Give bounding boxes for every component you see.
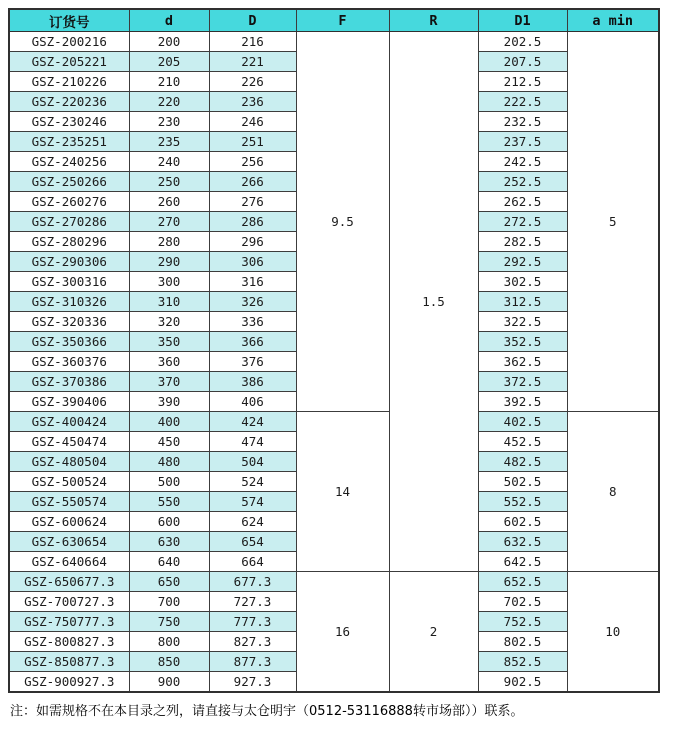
d1-cell: 452.5 xyxy=(478,432,567,452)
d-cell: 235 xyxy=(129,132,209,152)
d-cell: 260 xyxy=(129,192,209,212)
d1-cell: 502.5 xyxy=(478,472,567,492)
D-cell: 266 xyxy=(209,172,296,192)
D-cell: 827.3 xyxy=(209,632,296,652)
d-cell: 400 xyxy=(129,412,209,432)
order-code-cell: GSZ-350366 xyxy=(9,332,129,352)
order-code-cell: GSZ-650677.3 xyxy=(9,572,129,592)
D-cell: 524 xyxy=(209,472,296,492)
d-cell: 750 xyxy=(129,612,209,632)
table-row xyxy=(9,32,659,52)
d1-cell: 852.5 xyxy=(478,652,567,672)
order-code-cell: GSZ-290306 xyxy=(9,252,129,272)
D-cell: 366 xyxy=(209,332,296,352)
amin-merged-cell: 8 xyxy=(567,412,659,572)
d-cell: 630 xyxy=(129,532,209,552)
order-code-cell: GSZ-310326 xyxy=(9,292,129,312)
D-cell: 406 xyxy=(209,392,296,412)
order-code-cell: GSZ-220236 xyxy=(9,92,129,112)
d1-cell: 402.5 xyxy=(478,412,567,432)
d-cell: 220 xyxy=(129,92,209,112)
D-cell: 236 xyxy=(209,92,296,112)
D-cell: 624 xyxy=(209,512,296,532)
D-cell: 226 xyxy=(209,72,296,92)
order-code-cell: GSZ-300316 xyxy=(9,272,129,292)
d1-cell: 642.5 xyxy=(478,552,567,572)
d-cell: 270 xyxy=(129,212,209,232)
order-code-cell: GSZ-630654 xyxy=(9,532,129,552)
d-cell: 320 xyxy=(129,312,209,332)
amin-merged-cell: 10 xyxy=(567,572,659,693)
d-cell: 360 xyxy=(129,352,209,372)
order-code-cell: GSZ-500524 xyxy=(9,472,129,492)
D-cell: 386 xyxy=(209,372,296,392)
order-code-cell: GSZ-480504 xyxy=(9,452,129,472)
D-cell: 727.3 xyxy=(209,592,296,612)
D-cell: 316 xyxy=(209,272,296,292)
d-cell: 390 xyxy=(129,392,209,412)
D-cell: 424 xyxy=(209,412,296,432)
D-cell: 927.3 xyxy=(209,672,296,693)
table-row xyxy=(9,572,659,592)
order-code-cell: GSZ-210226 xyxy=(9,72,129,92)
f-merged-cell: 16 xyxy=(296,572,389,693)
d-cell: 250 xyxy=(129,172,209,192)
f-merged-cell: 14 xyxy=(296,412,389,572)
d-cell: 310 xyxy=(129,292,209,312)
D-cell: 276 xyxy=(209,192,296,212)
d1-cell: 232.5 xyxy=(478,112,567,132)
d1-cell: 372.5 xyxy=(478,372,567,392)
header-a-min: a min xyxy=(567,9,659,32)
order-code-cell: GSZ-200216 xyxy=(9,32,129,52)
d1-cell: 602.5 xyxy=(478,512,567,532)
d1-cell: 362.5 xyxy=(478,352,567,372)
d-cell: 480 xyxy=(129,452,209,472)
d-cell: 280 xyxy=(129,232,209,252)
header-order-no: 订货号 xyxy=(9,9,129,32)
order-code-cell: GSZ-390406 xyxy=(9,392,129,412)
d1-cell: 237.5 xyxy=(478,132,567,152)
amin-merged-cell: 5 xyxy=(567,32,659,412)
d-cell: 600 xyxy=(129,512,209,532)
d-cell: 500 xyxy=(129,472,209,492)
footer-note: 注：如需规格不在本目录之列，请直接与太仓明宇（0512-53116888转市场部））联系。 xyxy=(10,704,524,719)
order-code-cell: GSZ-280296 xyxy=(9,232,129,252)
D-cell: 777.3 xyxy=(209,612,296,632)
d-cell: 300 xyxy=(129,272,209,292)
d1-cell: 252.5 xyxy=(478,172,567,192)
order-code-cell: GSZ-260276 xyxy=(9,192,129,212)
header-d1: D1 xyxy=(478,9,567,32)
f-merged-cell: 9.5 xyxy=(296,32,389,412)
order-code-cell: GSZ-800827.3 xyxy=(9,632,129,652)
order-code-cell: GSZ-400424 xyxy=(9,412,129,432)
d1-cell: 702.5 xyxy=(478,592,567,612)
d-cell: 900 xyxy=(129,672,209,693)
d-cell: 200 xyxy=(129,32,209,52)
D-cell: 504 xyxy=(209,452,296,472)
d-cell: 800 xyxy=(129,632,209,652)
D-cell: 246 xyxy=(209,112,296,132)
d-cell: 700 xyxy=(129,592,209,612)
d1-cell: 322.5 xyxy=(478,312,567,332)
d-cell: 650 xyxy=(129,572,209,592)
order-code-cell: GSZ-240256 xyxy=(9,152,129,172)
d1-cell: 272.5 xyxy=(478,212,567,232)
D-cell: 376 xyxy=(209,352,296,372)
D-cell: 216 xyxy=(209,32,296,52)
spec-table xyxy=(8,8,660,693)
order-code-cell: GSZ-450474 xyxy=(9,432,129,452)
order-code-cell: GSZ-750777.3 xyxy=(9,612,129,632)
D-cell: 296 xyxy=(209,232,296,252)
spec-table-body xyxy=(9,32,659,693)
d1-cell: 292.5 xyxy=(478,252,567,272)
d1-cell: 902.5 xyxy=(478,672,567,693)
D-cell: 654 xyxy=(209,532,296,552)
d1-cell: 212.5 xyxy=(478,72,567,92)
D-cell: 286 xyxy=(209,212,296,232)
D-cell: 877.3 xyxy=(209,652,296,672)
d1-cell: 312.5 xyxy=(478,292,567,312)
header-f: F xyxy=(296,9,389,32)
order-code-cell: GSZ-600624 xyxy=(9,512,129,532)
d1-cell: 752.5 xyxy=(478,612,567,632)
D-cell: 336 xyxy=(209,312,296,332)
d-cell: 640 xyxy=(129,552,209,572)
D-cell: 326 xyxy=(209,292,296,312)
D-cell: 574 xyxy=(209,492,296,512)
d1-cell: 552.5 xyxy=(478,492,567,512)
order-code-cell: GSZ-250266 xyxy=(9,172,129,192)
r-merged-cell: 2 xyxy=(389,572,478,693)
header-d: d xyxy=(129,9,209,32)
header-row xyxy=(9,9,659,32)
d-cell: 350 xyxy=(129,332,209,352)
r-merged-cell: 1.5 xyxy=(389,32,478,572)
order-code-cell: GSZ-700727.3 xyxy=(9,592,129,612)
d1-cell: 202.5 xyxy=(478,32,567,52)
d1-cell: 482.5 xyxy=(478,452,567,472)
d1-cell: 242.5 xyxy=(478,152,567,172)
order-code-cell: GSZ-230246 xyxy=(9,112,129,132)
order-code-cell: GSZ-320336 xyxy=(9,312,129,332)
header-r: R xyxy=(389,9,478,32)
d-cell: 205 xyxy=(129,52,209,72)
d-cell: 230 xyxy=(129,112,209,132)
d-cell: 450 xyxy=(129,432,209,452)
order-code-cell: GSZ-270286 xyxy=(9,212,129,232)
table-row xyxy=(9,412,659,432)
d1-cell: 632.5 xyxy=(478,532,567,552)
D-cell: 664 xyxy=(209,552,296,572)
spec-table-header xyxy=(9,9,659,32)
d1-cell: 262.5 xyxy=(478,192,567,212)
d1-cell: 392.5 xyxy=(478,392,567,412)
d1-cell: 652.5 xyxy=(478,572,567,592)
D-cell: 251 xyxy=(209,132,296,152)
order-code-cell: GSZ-640664 xyxy=(9,552,129,572)
order-code-cell: GSZ-550574 xyxy=(9,492,129,512)
d1-cell: 282.5 xyxy=(478,232,567,252)
D-cell: 256 xyxy=(209,152,296,172)
d-cell: 210 xyxy=(129,72,209,92)
order-code-cell: GSZ-235251 xyxy=(9,132,129,152)
d1-cell: 302.5 xyxy=(478,272,567,292)
d-cell: 370 xyxy=(129,372,209,392)
header-D: D xyxy=(209,9,296,32)
D-cell: 221 xyxy=(209,52,296,72)
d1-cell: 207.5 xyxy=(478,52,567,72)
D-cell: 677.3 xyxy=(209,572,296,592)
order-code-cell: GSZ-370386 xyxy=(9,372,129,392)
D-cell: 306 xyxy=(209,252,296,272)
d-cell: 550 xyxy=(129,492,209,512)
d1-cell: 352.5 xyxy=(478,332,567,352)
d1-cell: 802.5 xyxy=(478,632,567,652)
order-code-cell: GSZ-850877.3 xyxy=(9,652,129,672)
order-code-cell: GSZ-900927.3 xyxy=(9,672,129,693)
d-cell: 240 xyxy=(129,152,209,172)
d-cell: 290 xyxy=(129,252,209,272)
D-cell: 474 xyxy=(209,432,296,452)
d-cell: 850 xyxy=(129,652,209,672)
d1-cell: 222.5 xyxy=(478,92,567,112)
order-code-cell: GSZ-360376 xyxy=(9,352,129,372)
order-code-cell: GSZ-205221 xyxy=(9,52,129,72)
